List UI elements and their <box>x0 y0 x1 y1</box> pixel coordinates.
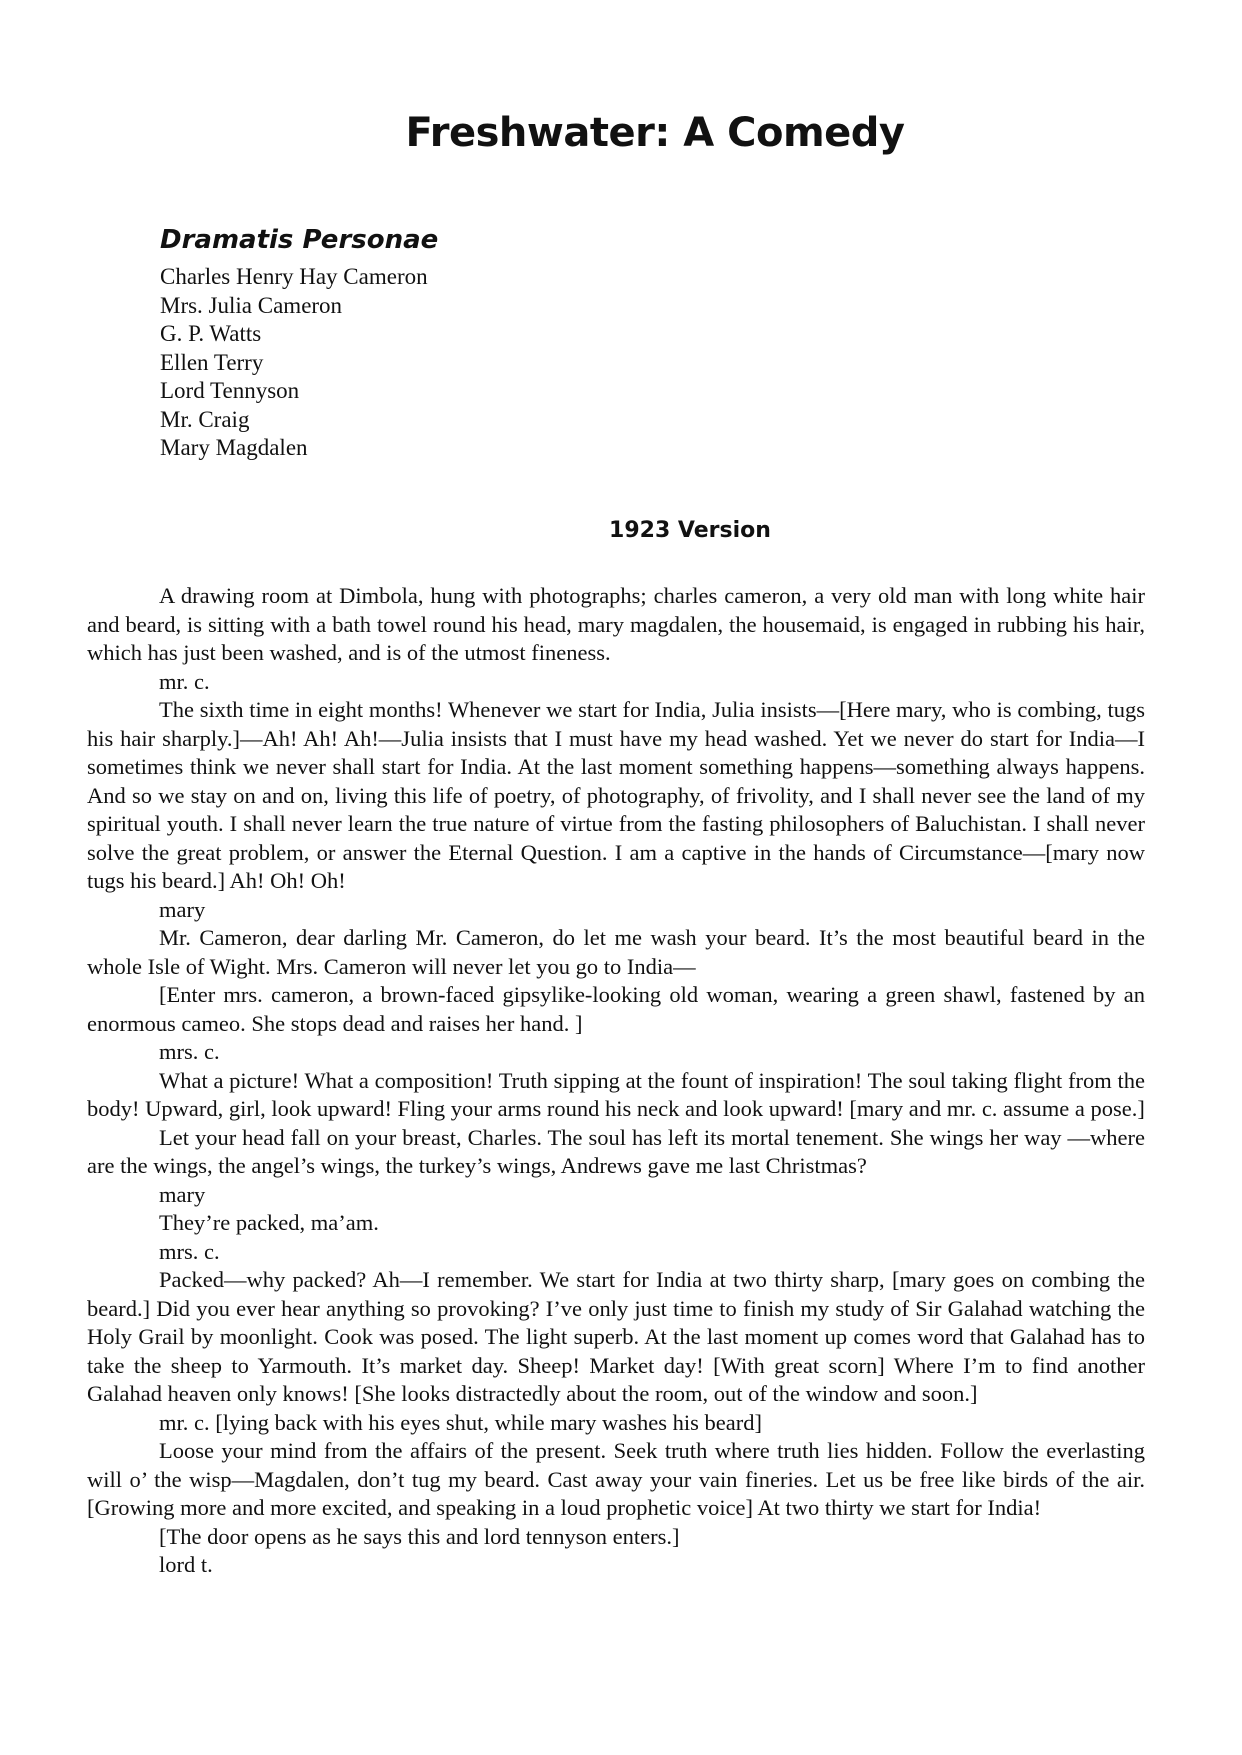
character-item: Mary Magdalen <box>160 435 308 460</box>
dramatis-personae-heading: Dramatis Personae <box>160 225 439 255</box>
dialogue-paragraph: Loose your mind from the affairs of the present. Seek truth where truth lies hidden. Follow the everlasting will o’ the wisp—Magdalen, don’t tug my beard. Cast away your vain fineries. Let us be free like birds of the air. [Growing more and more excited, and speaking in a loud prophetic voice] At two thirty we start for India! <box>87 1438 1145 1520</box>
character-item: Ellen Terry <box>160 349 264 375</box>
character-list <box>160 263 428 463</box>
stage-direction-paragraph: [Enter mrs. cameron, a brown-faced gipsylike-looking old woman, wearing a green shawl, fastened by an enormous cameo. She stops dead and raises her hand. ] <box>87 982 1145 1036</box>
dialogue-paragraph: Let your head fall on your breast, Charles. The soul has left its mortal tenement. She wings her way —where are the wings, the angel’s wings, the turkey’s wings, Andrews gave me last Christmas? <box>87 1124 1145 1178</box>
character-item: Mr. Craig <box>160 406 250 432</box>
dialogue-paragraph: The sixth time in eight months! Whenever we start for India, Julia insists—[Here mary, who is combing, tugs his hair sharply.]—Ah! Ah! Ah!—Julia insists that I must have my head washed. Yet we never do start for India—I sometimes think we never shall start for India. At the last moment something happens—something always happens. And so we stay on and on, living this life of poetry, of photography, of frivolity, and I shall never see the land of my spiritual youth. I shall never learn the true nature of virtue from the fasting philosophers of Baluchistan. I shall never solve the great problem, or answer the Eternal Question. I am a captive in the hands of Circumstance—[mary now tugs his beard.] Ah! Oh! Oh! <box>87 697 1145 893</box>
speaker-label: mary <box>159 896 206 922</box>
speaker-label: lord t. <box>159 1552 213 1577</box>
character-item: Mrs. Julia Cameron <box>160 292 343 318</box>
dialogue-paragraph: Packed—why packed? Ah—I remember. We start for India at two thirty sharp, [mary goes on combing the beard.] Did you ever hear anything so provoking? I’ve only just time to finish my study of Sir Galahad watching the Holy Grail by moonlight. Cook was posed. The light superb. At the last moment up comes word that Galahad has to take the sheep to Yarmouth. It’s market day. Sheep! Market day! [With great scorn] Where I’m to find another Galahad heaven only knows! [She looks distractedly about the room, out of the window and soon.] <box>87 1267 1145 1406</box>
speaker-label: mr. c. [lying back with his eyes shut, while mary washes his beard] <box>159 1409 762 1435</box>
play-title: Freshwater: A Comedy <box>405 110 905 156</box>
speaker-label: mrs. c. <box>159 1238 220 1264</box>
speaker-label: mary <box>159 1181 206 1207</box>
character-item: Charles Henry Hay Cameron <box>160 264 428 289</box>
dialogue-paragraph: They’re packed, ma’am. <box>159 1210 379 1235</box>
dialogue-paragraph: What a picture! What a composition! Truth sipping at the fount of inspiration! The soul taking flight from the body! Upward, girl, look upward! Fling your arms round his neck and look upward! [mary and mr. c. assume a pose.] <box>87 1067 1145 1121</box>
dialogue-paragraph: Mr. Cameron, dear darling Mr. Cameron, do let me wash your beard. It’s the most beautiful beard in the whole Isle of Wight. Mrs. Cameron will never let you go to India— <box>87 925 1145 979</box>
speaker-label: mr. c. <box>159 668 210 694</box>
character-item: Lord Tennyson <box>160 378 300 403</box>
version-heading: 1923 Version <box>609 518 771 543</box>
speaker-label: mrs. c. <box>159 1039 220 1064</box>
stage-direction-paragraph: [The door opens as he says this and lord tennyson enters.] <box>159 1523 680 1549</box>
play-body <box>87 582 1145 1580</box>
character-item: G. P. Watts <box>160 321 262 346</box>
stage-direction-paragraph: A drawing room at Dimbola, hung with photographs; charles cameron, a very old man with long white hair and beard, is sitting with a bath towel round his head, mary magdalen, the housemaid, is engaged in rubbing his hair, which has just been washed, and is of the utmost fineness. <box>87 583 1145 665</box>
